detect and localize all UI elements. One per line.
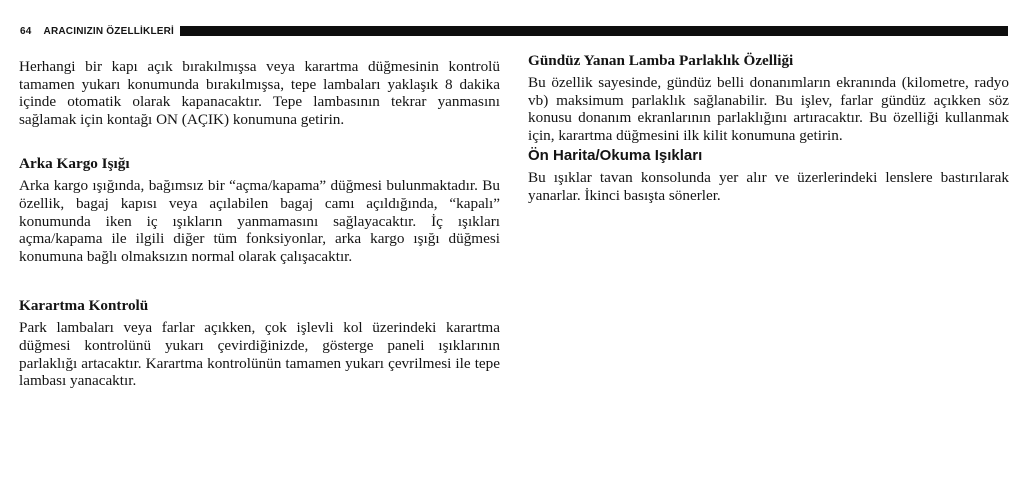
section-title: ARACINIZIN ÖZELLİKLERİ bbox=[43, 25, 175, 37]
dimmer-control-heading: Karartma Kontrolü bbox=[19, 297, 149, 315]
map-reading-lights-heading: Ön Harita/Okuma Işıkları bbox=[528, 147, 703, 165]
right-column bbox=[528, 52, 1009, 205]
page-header bbox=[20, 24, 1008, 38]
intro-section bbox=[19, 58, 500, 128]
cargo-light-section bbox=[19, 155, 500, 265]
intro-paragraph: Herhangi bir kapı açık bırakılmışsa veya karartma düğmesinin kontrolü tamamen yukarı konumunda bırakılmışsa, tepe lambaları yaklaşık 8 dakika içinde otomatik olarak kapanacaktır. Tepe lambasının tekrar yanmasını sağlamak için kontağı ON (AÇIK) konumuna getirin. bbox=[19, 58, 500, 128]
daytime-brightness-paragraph: Bu özellik sayesinde, gündüz belli donanımların ekranında (kilometre, radyo vb) maksimum parlaklık sağlanabilir. Bu işlev, farlar gündüz açıkken söz konusu donanım ekranlarının parlaklığını artıracaktır. Bu özelliği kullanmak için, karartma düğmesini ilk kilit konumuna getirin. bbox=[528, 74, 1009, 144]
map-reading-lights-section bbox=[528, 147, 1009, 204]
cargo-light-heading: Arka Kargo Işığı bbox=[19, 155, 130, 173]
header-rule bbox=[180, 26, 1008, 36]
dimmer-control-section bbox=[19, 297, 500, 389]
cargo-light-paragraph: Arka kargo ışığında, bağımsız bir “açma/kapama” düğmesi bulunmaktadır. Bu özellik, bagaj kapısı veya açılabilen bagaj camı açıldığında, “kapalı” konumunda iken iç ışıkların yanmamasını sağlayacaktır. İç ışıkları açma/kapama ile ilgili diğer tüm fonksiyonlar, arka kargo ışığı düğmesi konumuna bağlı olmaksızın normal olarak çalışacaktır. bbox=[19, 177, 500, 265]
daytime-brightness-section bbox=[528, 52, 1009, 144]
map-reading-lights-paragraph: Bu ışıklar tavan konsolunda yer alır ve üzerlerindeki lenslere bastırılarak yanarlar. İkinci basışta sönerler. bbox=[528, 169, 1009, 204]
dimmer-control-paragraph: Park lambaları veya farlar açıkken, çok işlevli kol üzerindeki karartma düğmesi kontrolünü yukarı çevirdiğinizde, gösterge paneli ışıklarının parlaklığı artacaktır. Karartma kontrolünün tamamen yukarı çevrilmesi ile tepe lambası yanacaktır. bbox=[19, 319, 500, 390]
left-column bbox=[19, 52, 500, 390]
page-number: 64 bbox=[20, 25, 32, 37]
daytime-brightness-heading: Gündüz Yanan Lamba Parlaklık Özelliği bbox=[528, 52, 794, 69]
